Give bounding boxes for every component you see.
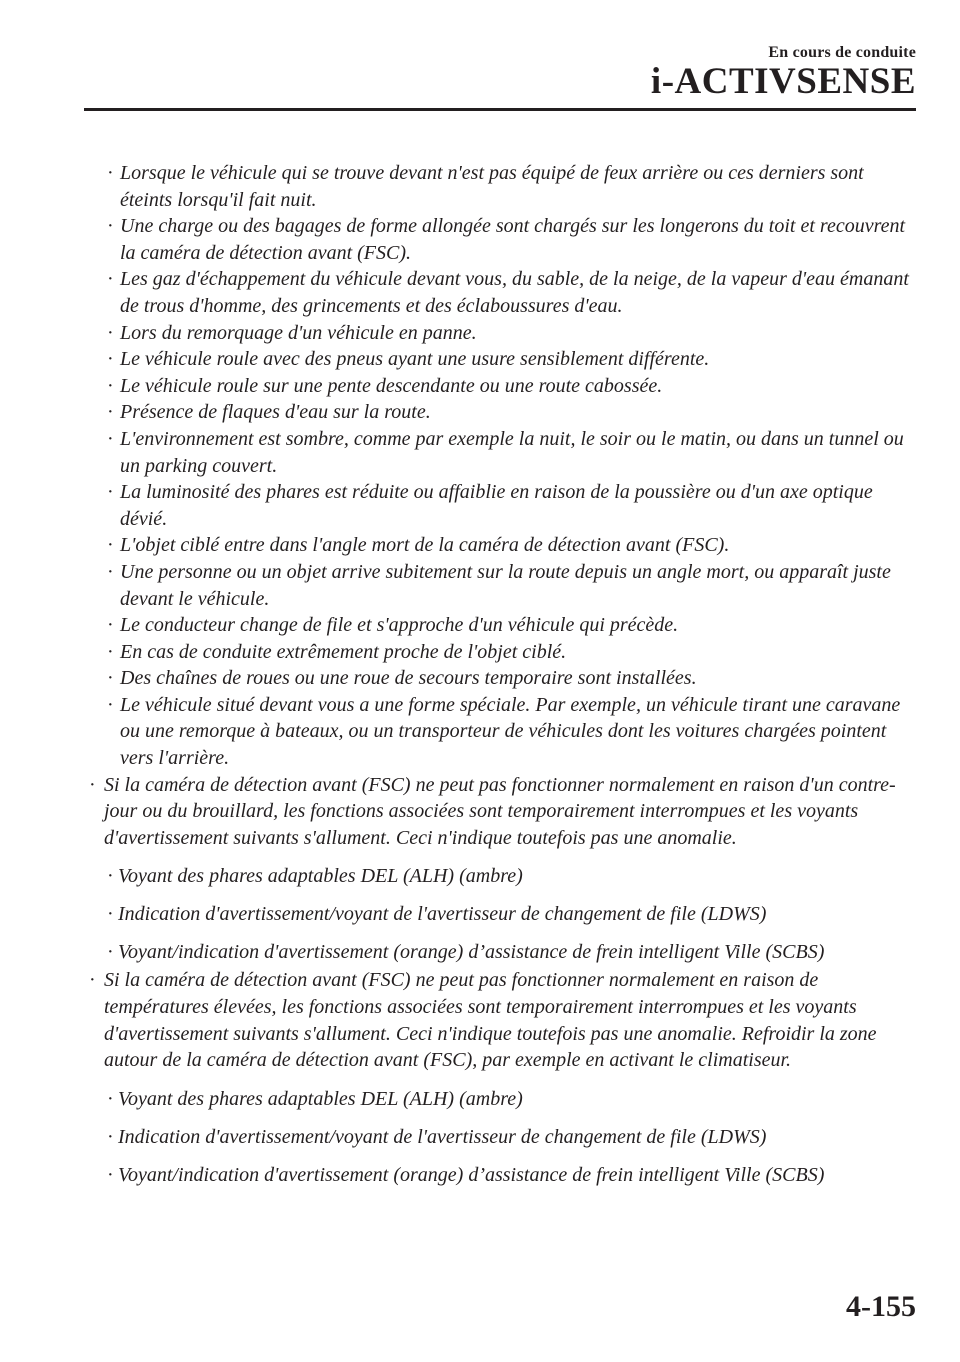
list-item <box>86 399 918 426</box>
list-item-text: L'environnement est sombre, comme par exemple la nuit, le soir ou le matin, ou dans un tunnel ou un parking couvert. <box>120 427 904 477</box>
bullet-icon: · <box>107 348 114 371</box>
bullet-icon: · <box>107 1125 114 1148</box>
page-body <box>86 160 918 1190</box>
bullet-icon: · <box>107 941 114 964</box>
list-item-text: Le véhicule situé devant vous a une forme spéciale. Par exemple, un véhicule tirant une caravane ou une remorque à bateaux, ou un transporteur de véhicules dont les voitures chargées pointent vers l'arrière. <box>120 693 901 770</box>
condition-list <box>86 160 918 772</box>
list-item <box>86 346 918 373</box>
bullet-icon: · <box>107 321 114 344</box>
bullet-icon: · <box>107 614 114 637</box>
chapter-title: i-ACTIVSENSE <box>650 61 916 102</box>
paragraph-backlight-fog <box>86 772 918 852</box>
bullet-icon: · <box>107 374 114 397</box>
list-item-text: Une personne ou un objet arrive subitement sur la route depuis un angle mort, ou apparaît juste devant le véhicule. <box>120 560 891 610</box>
list-item <box>86 639 918 666</box>
bullet-icon: · <box>107 693 114 716</box>
list-item-text: Le conducteur change de file et s'approche d'un véhicule qui précède. <box>120 614 679 637</box>
indicator-text: Voyant/indication d'avertissement (orange) d’assistance de frein intelligent Ville (SCBS) <box>118 941 825 964</box>
bullet-icon: · <box>107 903 114 926</box>
list-item <box>86 479 918 532</box>
page-number: 4-155 <box>846 1290 916 1323</box>
list-item-text: En cas de conduite extrêmement proche de l'objet ciblé. <box>120 640 567 663</box>
bullet-icon: · <box>107 640 114 663</box>
section-title: En cours de conduite <box>768 44 916 61</box>
list-item-text: Lors du remorquage d'un véhicule en panne. <box>120 321 477 344</box>
paragraph-text: Si la caméra de détection avant (FSC) ne peut pas fonctionner normalement en raison d'un contre-jour ou du brouillard, les fonctions associées sont temporairement interrompues et les voyants d'avertissement suivants s'allument. Ceci n'indique toutefois pas une anomalie. <box>104 773 896 849</box>
bullet-icon: · <box>89 969 96 992</box>
list-item <box>86 692 918 772</box>
indicator-text: Indication d'avertissement/voyant de l'avertisseur de changement de file (LDWS) <box>118 903 767 926</box>
list-item <box>86 665 918 692</box>
list-item <box>86 320 918 347</box>
bullet-icon: · <box>89 773 96 796</box>
list-item <box>86 213 918 266</box>
indicator-list <box>86 863 918 965</box>
list-item-text: Le véhicule roule sur une pente descendante ou une route cabossée. <box>120 374 663 397</box>
bullet-icon: · <box>107 162 114 184</box>
list-item <box>86 532 918 559</box>
paragraph-high-temperature <box>86 967 918 1073</box>
indicator-item <box>86 863 918 889</box>
bullet-icon: · <box>107 215 114 238</box>
indicator-item <box>86 939 918 965</box>
bullet-icon: · <box>107 268 114 291</box>
list-item <box>86 266 918 319</box>
bullet-icon: · <box>107 481 114 504</box>
indicator-list <box>86 1086 918 1188</box>
list-item <box>86 559 918 612</box>
indicator-text: Voyant des phares adaptables DEL (ALH) (ambre) <box>118 1087 523 1110</box>
list-item <box>86 612 918 639</box>
bullet-icon: · <box>107 865 114 888</box>
bullet-icon: · <box>107 534 114 557</box>
paragraph-text: Si la caméra de détection avant (FSC) ne peut pas fonctionner normalement en raison de températures élevées, les fonctions associées sont temporairement interrompues et les voyants d'avertissement suivants s'allument. Ceci n'indique toutefois pas une anomalie. Refroidir la zone autour de la caméra de détection avant (FSC), par exemple en activant le climatiseur. <box>104 969 877 1072</box>
bullet-icon: · <box>107 401 114 424</box>
bullet-icon: · <box>107 667 114 690</box>
list-item-text: Le véhicule roule avec des pneus ayant une usure sensiblement différente. <box>120 348 710 371</box>
list-item-text: Une charge ou des bagages de forme allongée sont chargés sur les longerons du toit et recouvrent la caméra de détection avant (FSC). <box>120 215 906 264</box>
indicator-text: Indication d'avertissement/voyant de l'avertisseur de changement de file (LDWS) <box>118 1125 767 1148</box>
list-item <box>86 426 918 479</box>
indicator-item <box>86 1086 918 1112</box>
indicator-text: Voyant/indication d'avertissement (orange) d’assistance de frein intelligent Ville (SCBS) <box>118 1163 825 1186</box>
list-item-text: Les gaz d'échappement du véhicule devant vous, du sable, de la neige, de la vapeur d'eau émanant de trous d'homme, des grincements et des éclaboussures d'eau. <box>120 268 909 317</box>
bullet-icon: · <box>107 427 114 450</box>
bullet-icon: · <box>107 1163 114 1186</box>
list-item-text: Lorsque le véhicule qui se trouve devant n'est pas équipé de feux arrière ou ces derniers sont éteints lorsqu'il fait nuit. <box>120 162 864 211</box>
header-divider <box>84 108 916 111</box>
indicator-item <box>86 901 918 927</box>
bullet-icon: · <box>107 560 114 583</box>
indicator-item <box>86 1124 918 1150</box>
indicator-text: Voyant des phares adaptables DEL (ALH) (ambre) <box>118 865 523 888</box>
list-item <box>86 160 918 213</box>
list-item-text: Des chaînes de roues ou une roue de secours temporaire sont installées. <box>120 667 697 690</box>
list-item-text: La luminosité des phares est réduite ou affaiblie en raison de la poussière ou d'un axe optique dévié. <box>120 481 873 530</box>
list-item-text: L'objet ciblé entre dans l'angle mort de la caméra de détection avant (FSC). <box>120 534 730 557</box>
indicator-item <box>86 1162 918 1188</box>
bullet-icon: · <box>107 1087 114 1110</box>
list-item-text: Présence de flaques d'eau sur la route. <box>120 401 431 424</box>
list-item <box>86 373 918 400</box>
